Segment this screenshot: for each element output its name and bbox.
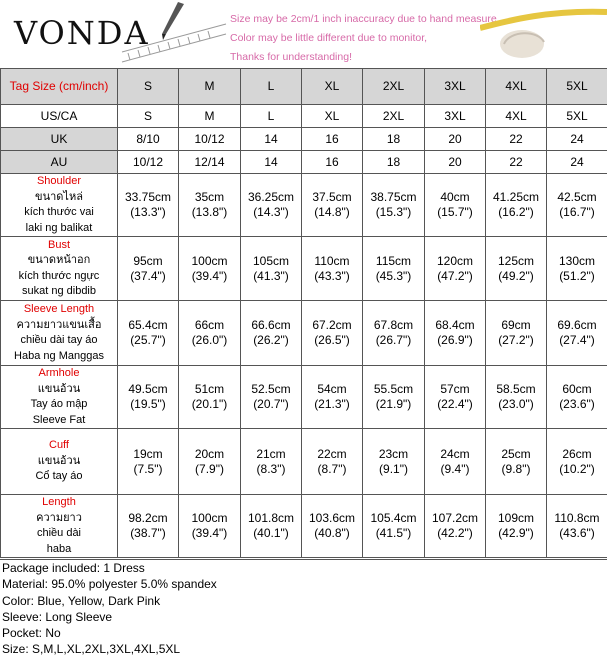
measure-cell (425, 495, 486, 558)
measure-translation: ความยาวแขนเสื้อ (1, 318, 117, 334)
measure-cell (241, 366, 302, 429)
cm-value: 98.2cm (118, 511, 178, 526)
measure-translation: kích thước ngực (1, 269, 117, 285)
measure-cell (179, 174, 241, 237)
cm-value: 115cm (363, 254, 424, 269)
size-cell: XL (302, 105, 363, 128)
inch-value: (9.1") (363, 462, 424, 477)
conversion-row (1, 105, 607, 128)
measure-translation: Sleeve Fat (1, 413, 117, 429)
measure-cell (547, 237, 607, 301)
measure-cell (118, 301, 179, 366)
size-header: S (118, 69, 179, 105)
cm-value: 33.75cm (118, 190, 178, 205)
inch-value: (43.6") (547, 526, 607, 541)
measure-translation: haba (1, 542, 117, 558)
inch-value: (20.7") (241, 397, 301, 412)
measure-translation: sukat ng dibdib (1, 284, 117, 300)
measure-cell (241, 429, 302, 495)
cm-value: 120cm (425, 254, 485, 269)
size-cell: 2XL (363, 105, 425, 128)
color: Color: Blue, Yellow, Dark Pink (0, 593, 607, 609)
cm-value: 95cm (118, 254, 178, 269)
inch-value: (27.2") (486, 333, 546, 348)
measure-cell (179, 429, 241, 495)
inch-value: (39.4") (179, 526, 240, 541)
inch-value: (23.0") (486, 397, 546, 412)
inch-value: (19.5") (118, 397, 178, 412)
measure-row (1, 366, 607, 429)
cm-value: 69cm (486, 318, 546, 333)
inch-value: (16.2") (486, 205, 546, 220)
inch-value: (8.7") (302, 462, 362, 477)
measure-cell (486, 174, 547, 237)
cm-value: 110.8cm (547, 511, 607, 526)
size-cell: 22 (486, 128, 547, 151)
measure-label (1, 366, 118, 429)
size-cell: 8/10 (118, 128, 179, 151)
size-header: 2XL (363, 69, 425, 105)
measure-translation: Haba ng Manggas (1, 349, 117, 365)
cm-value: 22cm (302, 447, 362, 462)
measure-cell (118, 237, 179, 301)
measure-cell (425, 429, 486, 495)
measure-cell (179, 237, 241, 301)
inch-value: (7.5") (118, 462, 178, 477)
measure-translation: แขนอ้วน (1, 382, 117, 398)
tag-size-label: Tag Size (cm/inch) (1, 69, 118, 105)
inch-value: (20.1") (179, 397, 240, 412)
cm-value: 41.25cm (486, 190, 546, 205)
measure-row (1, 237, 607, 301)
measure-cell (241, 301, 302, 366)
measure-cell (241, 237, 302, 301)
measure-translation: laki ng balikat (1, 221, 117, 237)
size-header: 4XL (486, 69, 547, 105)
cm-value: 60cm (547, 382, 607, 397)
size-header: L (241, 69, 302, 105)
conversion-row (1, 151, 607, 174)
measure-row (1, 301, 607, 366)
measure-cell (486, 366, 547, 429)
measure-cell (302, 366, 363, 429)
inch-value: (26.0") (179, 333, 240, 348)
size-cell: S (118, 105, 179, 128)
size-cell: 16 (302, 151, 363, 174)
cm-value: 66cm (179, 318, 240, 333)
cm-value: 67.8cm (363, 318, 424, 333)
measure-cell (118, 495, 179, 558)
measure-cell (118, 366, 179, 429)
size-cell: 16 (302, 128, 363, 151)
measure-cell (302, 429, 363, 495)
cm-value: 101.8cm (241, 511, 301, 526)
size-cell: 5XL (547, 105, 607, 128)
inch-value: (27.4") (547, 333, 607, 348)
size-cell: L (241, 105, 302, 128)
measure-title: Shoulder (1, 174, 117, 190)
size-cell: 12/14 (179, 151, 241, 174)
inch-value: (45.3") (363, 269, 424, 284)
inch-value: (39.4") (179, 269, 240, 284)
inch-value: (38.7") (118, 526, 178, 541)
cm-value: 52.5cm (241, 382, 301, 397)
measure-cell (179, 495, 241, 558)
package-included: Package included: 1 Dress (0, 560, 607, 576)
cm-value: 58.5cm (486, 382, 546, 397)
measure-title: Length (1, 495, 117, 511)
measure-row (1, 174, 607, 237)
cm-value: 125cm (486, 254, 546, 269)
measure-cell (363, 495, 425, 558)
size-cell: 3XL (425, 105, 486, 128)
measure-title: Armhole (1, 366, 117, 382)
inch-value: (15.7") (425, 205, 485, 220)
cm-value: 35cm (179, 190, 240, 205)
inch-value: (21.3") (302, 397, 362, 412)
measure-cell (302, 301, 363, 366)
inch-value: (14.8") (302, 205, 362, 220)
measure-cell (302, 237, 363, 301)
cm-value: 36.25cm (241, 190, 301, 205)
measure-translation: kích thước vai (1, 205, 117, 221)
cm-value: 66.6cm (241, 318, 301, 333)
size-chart (0, 68, 607, 558)
size-header: M (179, 69, 241, 105)
cm-value: 65.4cm (118, 318, 178, 333)
inch-value: (14.3") (241, 205, 301, 220)
cm-value: 57cm (425, 382, 485, 397)
sleeve: Sleeve: Long Sleeve (0, 609, 607, 625)
inch-value: (13.8") (179, 205, 240, 220)
cm-value: 24cm (425, 447, 485, 462)
cm-value: 67.2cm (302, 318, 362, 333)
measure-cell (302, 495, 363, 558)
measure-cell (363, 366, 425, 429)
inch-value: (51.2") (547, 269, 607, 284)
inch-value: (10.2") (547, 462, 607, 477)
size-header: 3XL (425, 69, 486, 105)
size-cell: M (179, 105, 241, 128)
inch-value: (9.4") (425, 462, 485, 477)
measure-cell (363, 429, 425, 495)
cm-value: 55.5cm (363, 382, 424, 397)
measure-cell (363, 237, 425, 301)
cm-value: 51cm (179, 382, 240, 397)
measure-row (1, 429, 607, 495)
row-label: AU (1, 151, 118, 174)
size-cell: 4XL (486, 105, 547, 128)
measure-translation: ขนาดหน้าอก (1, 253, 117, 269)
cm-value: 23cm (363, 447, 424, 462)
cm-value: 105cm (241, 254, 301, 269)
size-cell: 20 (425, 151, 486, 174)
measure-cell (241, 495, 302, 558)
cm-value: 40cm (425, 190, 485, 205)
inch-value: (15.3") (363, 205, 424, 220)
inch-value: (16.7") (547, 205, 607, 220)
measure-title: Bust (1, 238, 117, 254)
inch-value: (25.7") (118, 333, 178, 348)
header-row (1, 69, 607, 105)
measure-cell (425, 237, 486, 301)
size-cell: 22 (486, 151, 547, 174)
note-line: Size may be 2cm/1 inch inaccuracy due to hand measure, (230, 10, 500, 29)
cm-value: 100cm (179, 511, 240, 526)
measure-cell (547, 174, 607, 237)
inch-value: (41.5") (363, 526, 424, 541)
inch-value: (23.6") (547, 397, 607, 412)
cm-value: 49.5cm (118, 382, 178, 397)
measure-cell (547, 495, 607, 558)
size-cell: 10/12 (179, 128, 241, 151)
pocket: Pocket: No (0, 625, 607, 641)
cm-value: 25cm (486, 447, 546, 462)
measure-translation: Tay áo mập (1, 397, 117, 413)
inch-value: (37.4") (118, 269, 178, 284)
size-cell: 14 (241, 128, 302, 151)
cm-value: 38.75cm (363, 190, 424, 205)
measure-translation: ความยาว (1, 511, 117, 527)
measure-cell (425, 301, 486, 366)
banner (0, 0, 607, 68)
conversion-row (1, 128, 607, 151)
inch-value: (42.9") (486, 526, 546, 541)
measure-cell (425, 174, 486, 237)
inch-value: (7.9") (179, 462, 240, 477)
measure-translation: แขนอ้วน (1, 454, 117, 470)
material: Material: 95.0% polyester 5.0% spandex (0, 576, 607, 592)
cm-value: 69.6cm (547, 318, 607, 333)
measure-cell (241, 174, 302, 237)
inch-value: (43.3") (302, 269, 362, 284)
cm-value: 54cm (302, 382, 362, 397)
cm-value: 105.4cm (363, 511, 424, 526)
inch-value: (26.5") (302, 333, 362, 348)
measure-cell (486, 301, 547, 366)
inch-value: (26.9") (425, 333, 485, 348)
inch-value: (42.2") (425, 526, 485, 541)
inch-value: (26.7") (363, 333, 424, 348)
measure-title: Cuff (1, 438, 117, 454)
row-label: US/CA (1, 105, 118, 128)
size-cell: 20 (425, 128, 486, 151)
measure-row (1, 495, 607, 558)
inch-value: (49.2") (486, 269, 546, 284)
size-header: XL (302, 69, 363, 105)
size-cell: 10/12 (118, 151, 179, 174)
ruler-pencil-illustration (120, 0, 230, 68)
measure-label (1, 429, 118, 495)
cm-value: 107.2cm (425, 511, 485, 526)
inch-value: (9.8") (486, 462, 546, 477)
cm-value: 20cm (179, 447, 240, 462)
inch-value: (22.4") (425, 397, 485, 412)
size-cell: 18 (363, 151, 425, 174)
cm-value: 42.5cm (547, 190, 607, 205)
measure-cell (486, 495, 547, 558)
measure-cell (363, 174, 425, 237)
cm-value: 68.4cm (425, 318, 485, 333)
measure-title: Sleeve Length (1, 302, 117, 318)
cm-value: 103.6cm (302, 511, 362, 526)
size-list: Size: S,M,L,XL,2XL,3XL,4XL,5XL (0, 641, 607, 657)
row-label: UK (1, 128, 118, 151)
measure-cell (179, 366, 241, 429)
measure-translation: ขนาดไหล่ (1, 190, 117, 206)
measure-cell (486, 237, 547, 301)
measure-cell (302, 174, 363, 237)
note-line: Color may be little different due to monitor, (230, 29, 500, 48)
size-header: 5XL (547, 69, 607, 105)
cm-value: 100cm (179, 254, 240, 269)
measure-cell (363, 301, 425, 366)
measure-cell (547, 301, 607, 366)
inch-value: (40.1") (241, 526, 301, 541)
cm-value: 26cm (547, 447, 607, 462)
measure-label (1, 237, 118, 301)
measure-label (1, 301, 118, 366)
measure-cell (179, 301, 241, 366)
measure-translation: Cổ tay áo (1, 469, 117, 485)
measure-translation: chiều dài (1, 526, 117, 542)
inch-value: (8.3") (241, 462, 301, 477)
inch-value: (40.8") (302, 526, 362, 541)
note-line: Thanks for understanding! (230, 48, 500, 67)
measure-cell (547, 366, 607, 429)
measure-cell (486, 429, 547, 495)
brand-logo: VONDA (14, 14, 150, 52)
measure-cell (118, 429, 179, 495)
size-notes (230, 10, 500, 67)
inch-value: (26.2") (241, 333, 301, 348)
inch-value: (47.2") (425, 269, 485, 284)
cm-value: 19cm (118, 447, 178, 462)
cm-value: 37.5cm (302, 190, 362, 205)
measure-cell (425, 366, 486, 429)
measure-translation: chiều dài tay áo (1, 333, 117, 349)
measure-label (1, 174, 118, 237)
cm-value: 130cm (547, 254, 607, 269)
measure-cell (547, 429, 607, 495)
measuring-tape-illustration (480, 0, 607, 68)
package-info (0, 559, 607, 665)
measure-cell (118, 174, 179, 237)
size-cell: 24 (547, 128, 607, 151)
size-cell: 18 (363, 128, 425, 151)
cm-value: 110cm (302, 254, 362, 269)
cm-value: 21cm (241, 447, 301, 462)
measure-label (1, 495, 118, 558)
cm-value: 109cm (486, 511, 546, 526)
inch-value: (41.3") (241, 269, 301, 284)
inch-value: (21.9") (363, 397, 424, 412)
size-cell: 24 (547, 151, 607, 174)
inch-value: (13.3") (118, 205, 178, 220)
size-cell: 14 (241, 151, 302, 174)
